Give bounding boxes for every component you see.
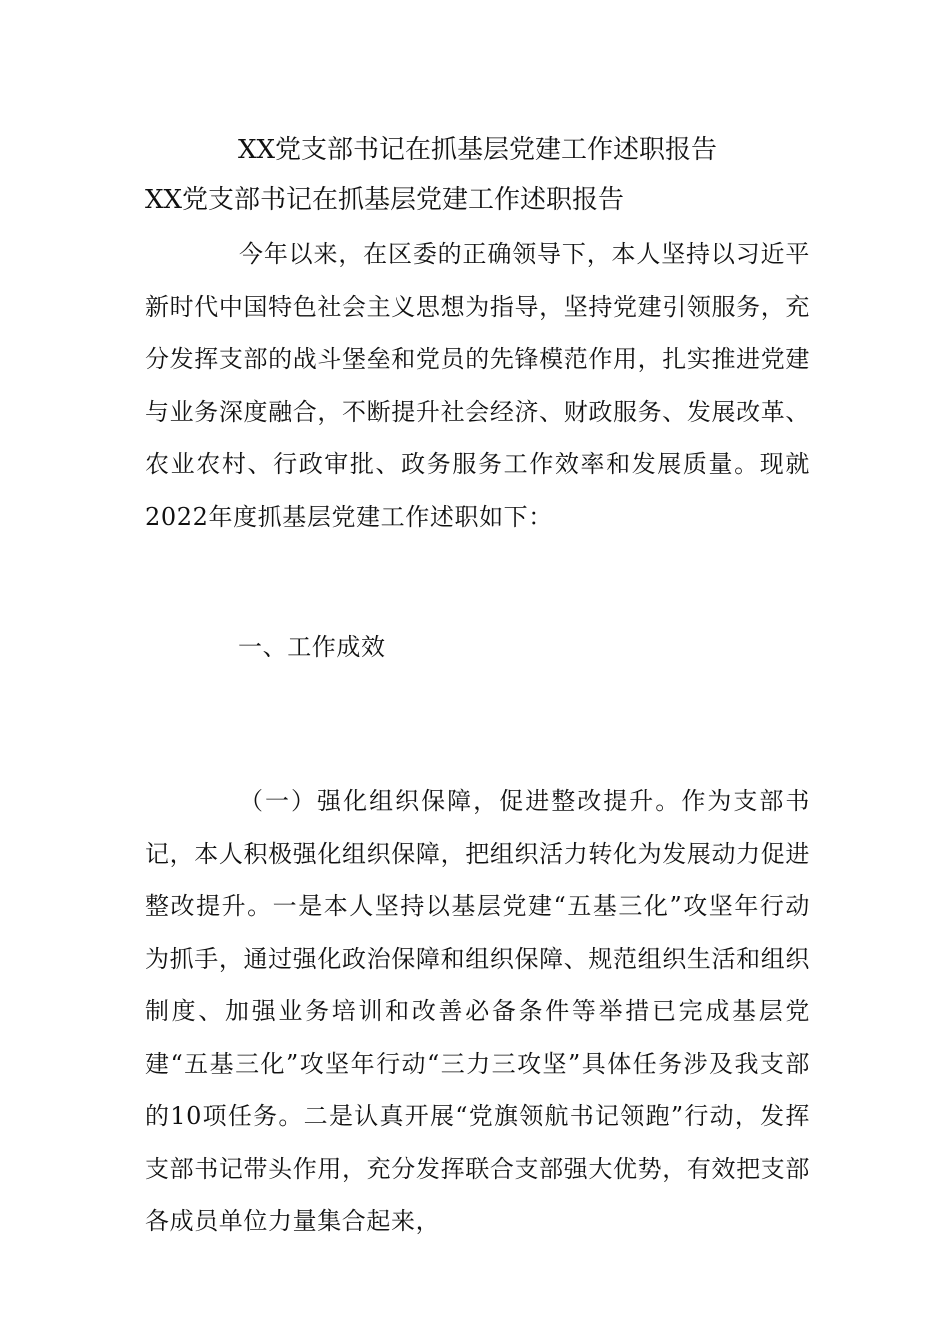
document-subtitle: XX党支部书记在抓基层党建工作述职报告 (145, 185, 625, 215)
intro-paragraph: 今年以来，在区委的正确领导下，本人坚持以习近平新时代中国特色社会主义思想为指导，坚持党建引领服务，充分发挥支部的战斗堡垒和党员的先锋模范作用，扎实推进党建与业务深度融合，不断提升社会经济、财政服务、发展改革、农业农村、行政审批、政务服务工作效率和发展质量。现就2022年度抓基层党建工作述职如下： (145, 240, 810, 531)
section-paragraph: （一）强化组织保障，促进整改提升。作为支部书记，本人积极强化组织保障，把组织活力转化为发展动力促进整改提升。一是本人坚持以基层党建“五基三化”攻坚年行动为抓手，通过强化政治保障和组织保障、规范组织生活和组织制度、加强业务培训和改善必备条件等举措已完成基层党建“五基三化”攻坚年行动“三力三攻坚”具体任务涉及我支部的10项任务。二是认真开展“党旗领航书记领跑”行动，发挥支部书记带头作用，充分发挥联合支部强大优势，有效把支部各成员单位力量集合起来， (145, 787, 810, 1235)
document-title: XX党支部书记在抓基层党建工作述职报告 (238, 135, 718, 165)
section-heading: 一、工作成效 (238, 633, 386, 661)
